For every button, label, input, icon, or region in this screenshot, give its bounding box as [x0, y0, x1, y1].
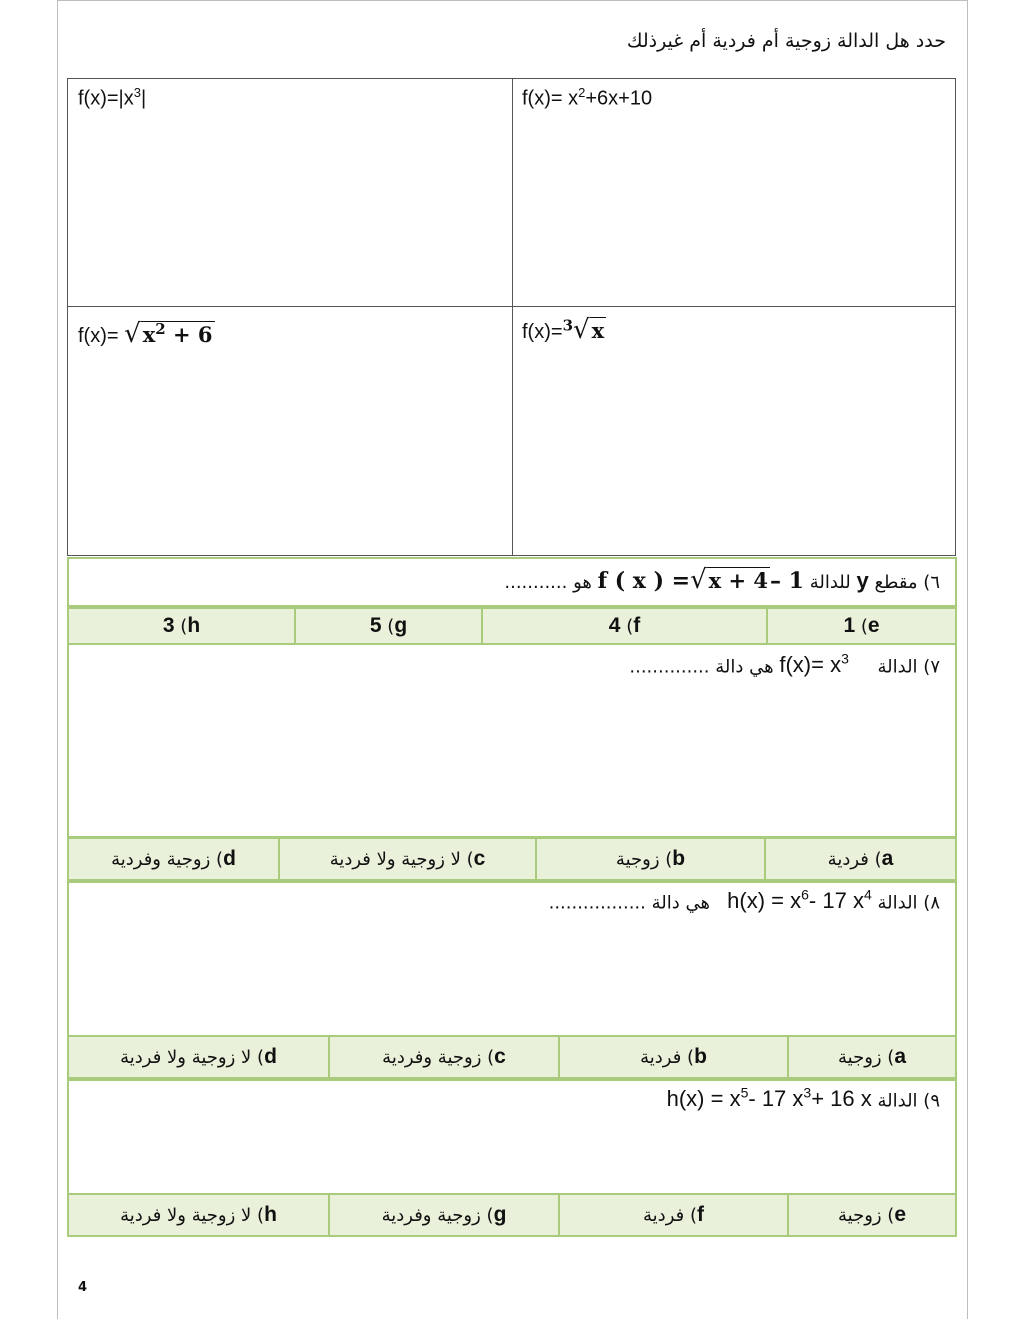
cube-root-icon: √ — [573, 315, 590, 345]
square-root-icon: √ — [124, 319, 141, 349]
option-f[interactable]: f ) 4 — [481, 609, 766, 643]
option-a[interactable]: a ) زوجية — [787, 1037, 955, 1077]
grid-divider-horizontal — [68, 306, 955, 307]
question-9-text: ٩) الدالة $h(x) = x^5-$ 17 $x^3+ 16$ x — [666, 1085, 940, 1112]
question-6-options — [67, 607, 957, 645]
instruction-heading: حدد هل الدالة زوجية أم فردية أم غيرذلك — [626, 30, 946, 52]
option-c[interactable]: c ) لا زوجية ولا فردية — [278, 839, 535, 879]
option-e[interactable]: e ) 1 — [766, 609, 955, 643]
option-e[interactable]: e ) زوجية — [787, 1195, 955, 1235]
function-bl: $f(x)= √x^2 + 6$ — [78, 319, 213, 349]
function-tr: $f(x)= x^2+6x+10$ — [522, 85, 653, 110]
question-8-options — [67, 1035, 957, 1079]
option-d[interactable]: d ) لا زوجية ولا فردية — [120, 1045, 277, 1068]
option-d[interactable]: d ) زوجية وفردية — [111, 847, 236, 870]
function-br: f(x)=$^3$√x — [522, 315, 605, 345]
option-g[interactable]: g ) 5 — [294, 609, 481, 643]
option-f[interactable]: f ) فردية — [558, 1195, 787, 1235]
grid-divider-vertical — [512, 79, 513, 555]
square-root-icon: √ — [690, 565, 707, 595]
option-g[interactable]: g ) زوجية وفردية — [328, 1195, 558, 1235]
question-6-text: ٦) مقطع y للدالة f ( x ) =√x + 4– 1 هو ........... — [504, 565, 940, 595]
page-number: 4 — [78, 1280, 88, 1295]
option-h[interactable]: h ) 3 — [162, 614, 201, 637]
option-a[interactable]: a ) فردية — [764, 839, 955, 879]
option-b[interactable]: b ) زوجية — [535, 839, 764, 879]
option-h[interactable]: h ) لا زوجية ولا فردية — [120, 1203, 277, 1226]
function-tl: $f(x)=|x^3|$ — [78, 85, 147, 110]
question-6-function: f ( x ) =√x + 4– 1 — [597, 565, 804, 595]
question-7-options — [67, 837, 957, 881]
functions-grid — [67, 78, 956, 556]
option-c[interactable]: c ) زوجية وفردية — [328, 1037, 558, 1077]
question-8-text: ٨) الدالة $h(x) = x^6-$ 17 $x^4$ هي دالة ................. — [548, 887, 940, 914]
question-9-options — [67, 1193, 957, 1237]
question-7-text: ٧) الدالة $f(x)= x^3$ هي دالة .............. — [629, 651, 940, 678]
option-b[interactable]: b ) فردية — [558, 1037, 787, 1077]
